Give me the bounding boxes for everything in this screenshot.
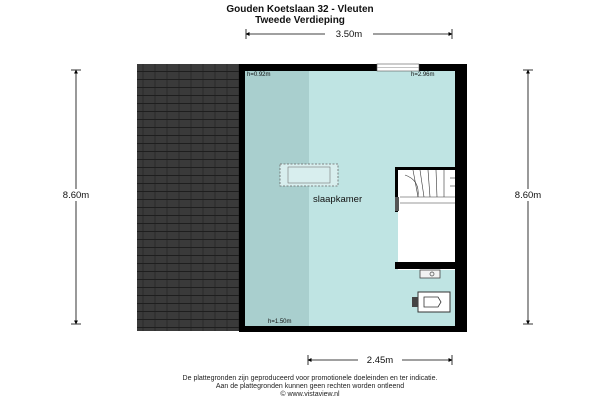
dim-left-label: 8.60m	[62, 190, 90, 201]
dim-right-label: 8.60m	[514, 190, 542, 201]
roof-tiles	[137, 64, 241, 331]
heater-unit	[418, 292, 450, 312]
stair-railing	[395, 197, 399, 211]
staircase	[398, 170, 455, 270]
wall-bottom	[239, 326, 467, 332]
height-bottom: h=1.50m	[268, 319, 292, 325]
stair-wall-top	[395, 167, 455, 170]
low-ceiling-area	[245, 71, 309, 328]
wall-right	[455, 64, 467, 332]
disclaimer-line-1: De plattegronden zijn geproduceerd voor promotionele doeleinden en ter indicatie.	[182, 375, 438, 382]
wall-left	[239, 64, 245, 332]
copyright-link[interactable]: © www.vistaview.nl	[280, 391, 340, 398]
plan-title: Gouden Koetslaan 32 - Vleuten	[226, 4, 374, 15]
dim-top-label: 3.50m	[335, 29, 363, 40]
disclaimer-line-2: Aan de plattegronden kunnen geen rechten worden ontleend	[215, 383, 405, 390]
dim-bottom-label: 2.45m	[366, 355, 394, 366]
wall-top	[239, 64, 467, 71]
stair-landing-wall	[395, 262, 455, 269]
room-label: slaapkamer	[313, 194, 363, 205]
plan-subtitle: Tweede Verdieping	[255, 15, 345, 26]
height-top-right: h=2.96m	[411, 72, 435, 78]
skylight	[280, 164, 338, 186]
height-top-left: h=0.92m	[247, 72, 271, 78]
